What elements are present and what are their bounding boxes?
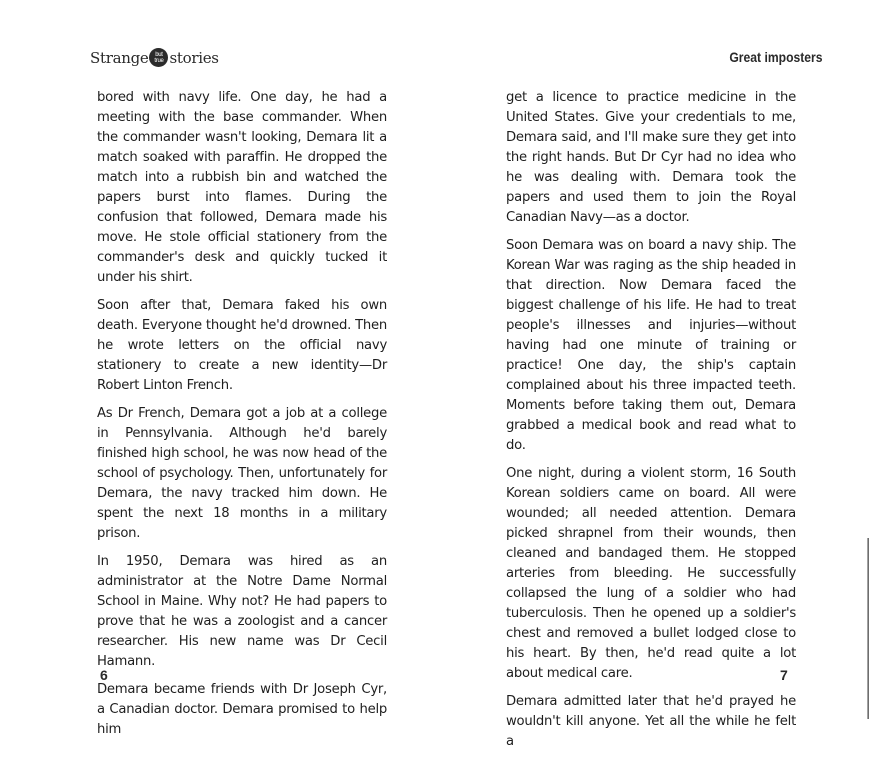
paragraph: bored with navy life. One day, he had a meeting with the base commander. When the commander wasn't looking, Demara lit a match soaked with paraffin. He dropped the match into a rubbish bin and watched the papers burst into flames. During the confusion that followed, Demara made his move. He stole official stationery from the commander's desk and quickly tucked it under his shirt. — [97, 90, 387, 285]
paragraph: Demara admitted later that he'd prayed he wouldn't kill anyone. Yet all the while he felt a — [506, 694, 796, 749]
logo-word-strange: Strange — [90, 48, 149, 67]
right-page — [435, 0, 870, 749]
paragraph: As Dr French, Demara got a job at a college in Pennsylvania. Although he'd barely finished high school, he was now head of the school of psychology. Then, unfortunately for Demara, the navy tracked him down. He spent the next 18 months in a military prison. — [97, 406, 387, 541]
logo-badge — [149, 48, 168, 67]
paragraph: One night, during a violent storm, 16 South Korean soldiers came on board. All were wounded; all needed attention. Demara picked shrapnel from their wounds, then cleaned and bandaged them. He stopped arteries from bleeding. He successfully collapsed the lung of a soldier who had tuberculosis. Then he opened up a soldier's chest and removed a bullet lodged close to his heart. By then, he'd read quite a lot about medical care. — [506, 466, 796, 681]
left-page — [0, 0, 435, 737]
paragraph: Soon after that, Demara faked his own death. Everyone thought he'd drowned. Then he wrote letters on the official navy stationery to create a new identity—Dr Robert Linton French. — [97, 298, 387, 393]
page-edge-shadow — [867, 538, 869, 719]
page-number-left: 6 — [100, 667, 108, 683]
running-head: Great imposters — [729, 50, 823, 65]
paragraph: Demara became friends with Dr Joseph Cyr, a Canadian doctor. Demara promised to help him — [97, 682, 387, 737]
paragraph: get a licence to practice medicine in the United States. Give your credentials to me, Demara said, and I'll make sure they get into the right hands. But Dr Cyr had no idea who he was dealing with. Demara took the papers and used them to join the Royal Canadian Navy—as a doctor. — [506, 90, 796, 225]
logo-badge-bottom: true — [154, 57, 164, 64]
page-number-right: 7 — [780, 667, 788, 683]
logo-word-stories: stories — [169, 48, 219, 67]
paragraph: In 1950, Demara was hired as an administrator at the Notre Dame Normal School in Maine. Why not? He had papers to prove that he was a zoologist and a cancer researcher. His new name was Dr Cecil Hamann. — [97, 554, 387, 669]
paragraph: Soon Demara was on board a navy ship. The Korean War was raging as the ship headed in that direction. Now Demara faced the biggest challenge of his life. He had to treat people's illnesses and injuries—without having had one minute of training or practice! One day, the ship's captain complained about his three impacted teeth. Moments before taking them out, Demara grabbed a medical book and read what to do. — [506, 238, 796, 453]
right-text-column — [506, 88, 796, 760]
left-text-column — [97, 88, 387, 748]
series-logo — [90, 48, 219, 67]
logo-badge-top: but — [155, 51, 163, 58]
